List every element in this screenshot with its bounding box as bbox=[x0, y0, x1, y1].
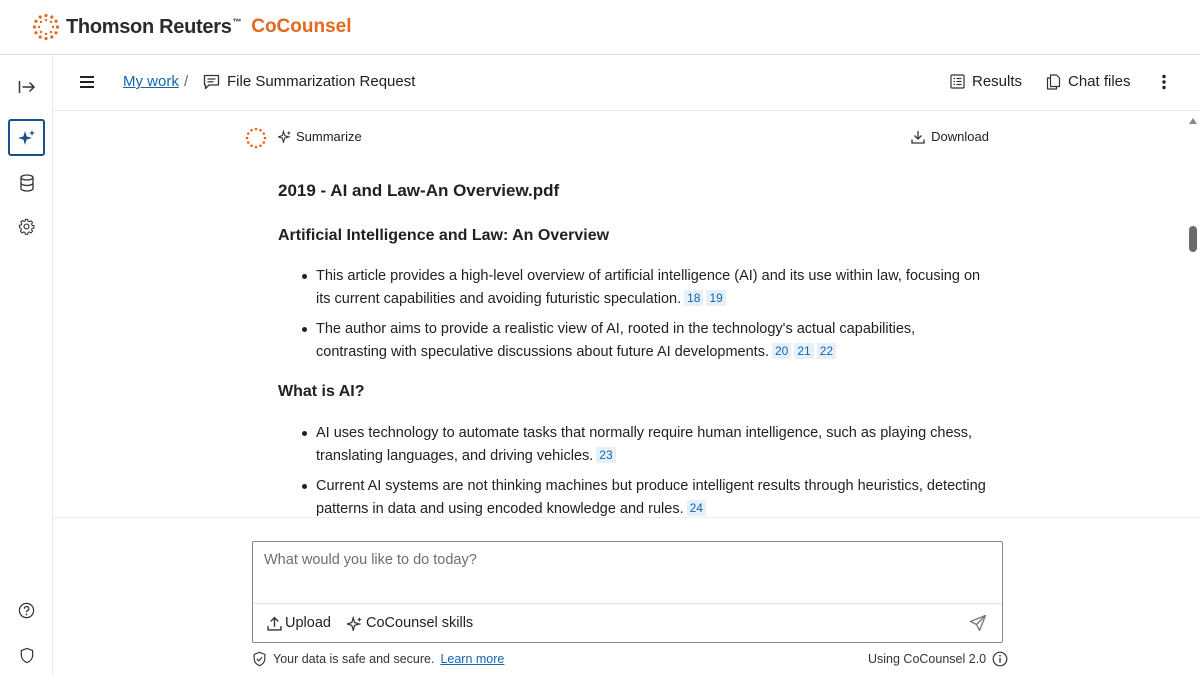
list-item: AI uses technology to automate tasks that normally require human intelligence, such as playing chess, translating languages, and driving vehicles. 23 bbox=[298, 422, 988, 468]
cocounsel-skills-button[interactable]: CoCounsel skills bbox=[347, 615, 473, 631]
page-header bbox=[53, 55, 1200, 111]
document-title: 2019 - AI and Law-An Overview.pdf bbox=[278, 181, 560, 200]
breadcrumb-separator: / bbox=[184, 73, 189, 90]
ai-sparkle-icon bbox=[18, 129, 36, 147]
prompt-composer bbox=[252, 541, 1003, 643]
expand-sidebar-icon bbox=[18, 80, 36, 94]
scroll-thumb[interactable] bbox=[1189, 226, 1197, 252]
help-button[interactable] bbox=[8, 592, 45, 629]
scroll-up-arrow[interactable] bbox=[1189, 118, 1197, 124]
citation-link[interactable]: 21 bbox=[794, 343, 813, 359]
help-icon bbox=[18, 602, 35, 619]
conversation-content bbox=[53, 111, 1186, 517]
brand-name: Thomson Reuters™ bbox=[66, 15, 242, 38]
results-label: Results bbox=[972, 73, 1023, 90]
chat-bubble-icon bbox=[203, 74, 220, 90]
send-icon[interactable] bbox=[969, 614, 987, 632]
info-icon[interactable] bbox=[992, 651, 1008, 667]
bullet-list bbox=[298, 265, 988, 371]
results-list-icon bbox=[950, 74, 965, 89]
list-item: This article provides a high-level overview of artificial intelligence (AI) and its use within law, focusing on its current capabilities and avoiding futuristic speculation. 18 19 bbox=[298, 265, 988, 311]
summarize-skill-tag: Summarize bbox=[278, 129, 362, 144]
section-heading: What is AI? bbox=[278, 383, 365, 400]
chat-files-label: Chat files bbox=[1068, 73, 1131, 90]
expand-sidebar-button[interactable] bbox=[8, 68, 45, 105]
download-icon bbox=[911, 130, 925, 144]
citation-link[interactable]: 22 bbox=[817, 343, 836, 359]
top-brand-bar bbox=[0, 0, 1200, 55]
left-rail bbox=[0, 55, 53, 676]
version-info bbox=[868, 651, 1008, 667]
breadcrumb-my-work[interactable]: My work bbox=[123, 73, 179, 90]
learn-more-link[interactable]: Learn more bbox=[440, 652, 505, 666]
kebab-menu-icon[interactable] bbox=[1161, 74, 1167, 90]
prompt-input[interactable]: What would you like to do today? bbox=[264, 552, 477, 568]
upload-icon bbox=[267, 616, 282, 631]
bullet-list bbox=[298, 422, 988, 517]
security-text: Your data is safe and secure. bbox=[273, 652, 435, 666]
page-title: File Summarization Request bbox=[227, 73, 416, 90]
privacy-button[interactable] bbox=[8, 637, 45, 674]
shield-check-icon bbox=[252, 651, 267, 667]
security-notice bbox=[252, 651, 504, 667]
version-text: Using CoCounsel 2.0 bbox=[868, 652, 987, 666]
list-item: The author aims to provide a realistic view of AI, rooted in the technology's actual capabilities, contrasting with speculative discussions about future AI developments. 20 21 22 bbox=[298, 318, 988, 364]
product-name: CoCounsel bbox=[251, 16, 352, 37]
chat-files-button[interactable] bbox=[1046, 73, 1131, 90]
database-icon bbox=[19, 174, 35, 192]
settings-gear-icon bbox=[18, 218, 35, 235]
list-item: Current AI systems are not thinking machines but produce intelligent results through heuristics, detecting patterns in data and using encoded knowledge and rules. 24 bbox=[298, 475, 988, 517]
assistant-avatar-icon bbox=[245, 127, 267, 149]
composer-area bbox=[53, 517, 1200, 676]
download-button[interactable]: Download bbox=[911, 129, 989, 144]
chat-files-icon bbox=[1046, 74, 1061, 90]
upload-button[interactable]: Upload bbox=[267, 615, 331, 631]
citation-link[interactable]: 20 bbox=[772, 343, 791, 359]
settings-button[interactable] bbox=[8, 208, 45, 245]
ai-sparkle-icon bbox=[347, 616, 363, 631]
brand-logo-icon bbox=[32, 13, 60, 41]
citation-link[interactable]: 18 bbox=[684, 290, 703, 306]
results-button[interactable] bbox=[950, 73, 1022, 90]
ai-assistant-button[interactable] bbox=[8, 119, 45, 156]
citation-link[interactable]: 19 bbox=[706, 290, 725, 306]
citation-link[interactable]: 24 bbox=[687, 500, 706, 516]
shield-icon bbox=[19, 647, 35, 664]
hamburger-menu-icon[interactable] bbox=[79, 75, 95, 89]
citation-link[interactable]: 23 bbox=[596, 447, 615, 463]
message-header bbox=[245, 127, 989, 149]
composer-toolbar bbox=[253, 603, 1002, 642]
content-scrollbar[interactable] bbox=[1186, 111, 1200, 517]
ai-sparkle-icon bbox=[278, 130, 292, 143]
section-heading: Artificial Intelligence and Law: An Overview bbox=[278, 227, 610, 244]
database-button[interactable] bbox=[8, 164, 45, 201]
